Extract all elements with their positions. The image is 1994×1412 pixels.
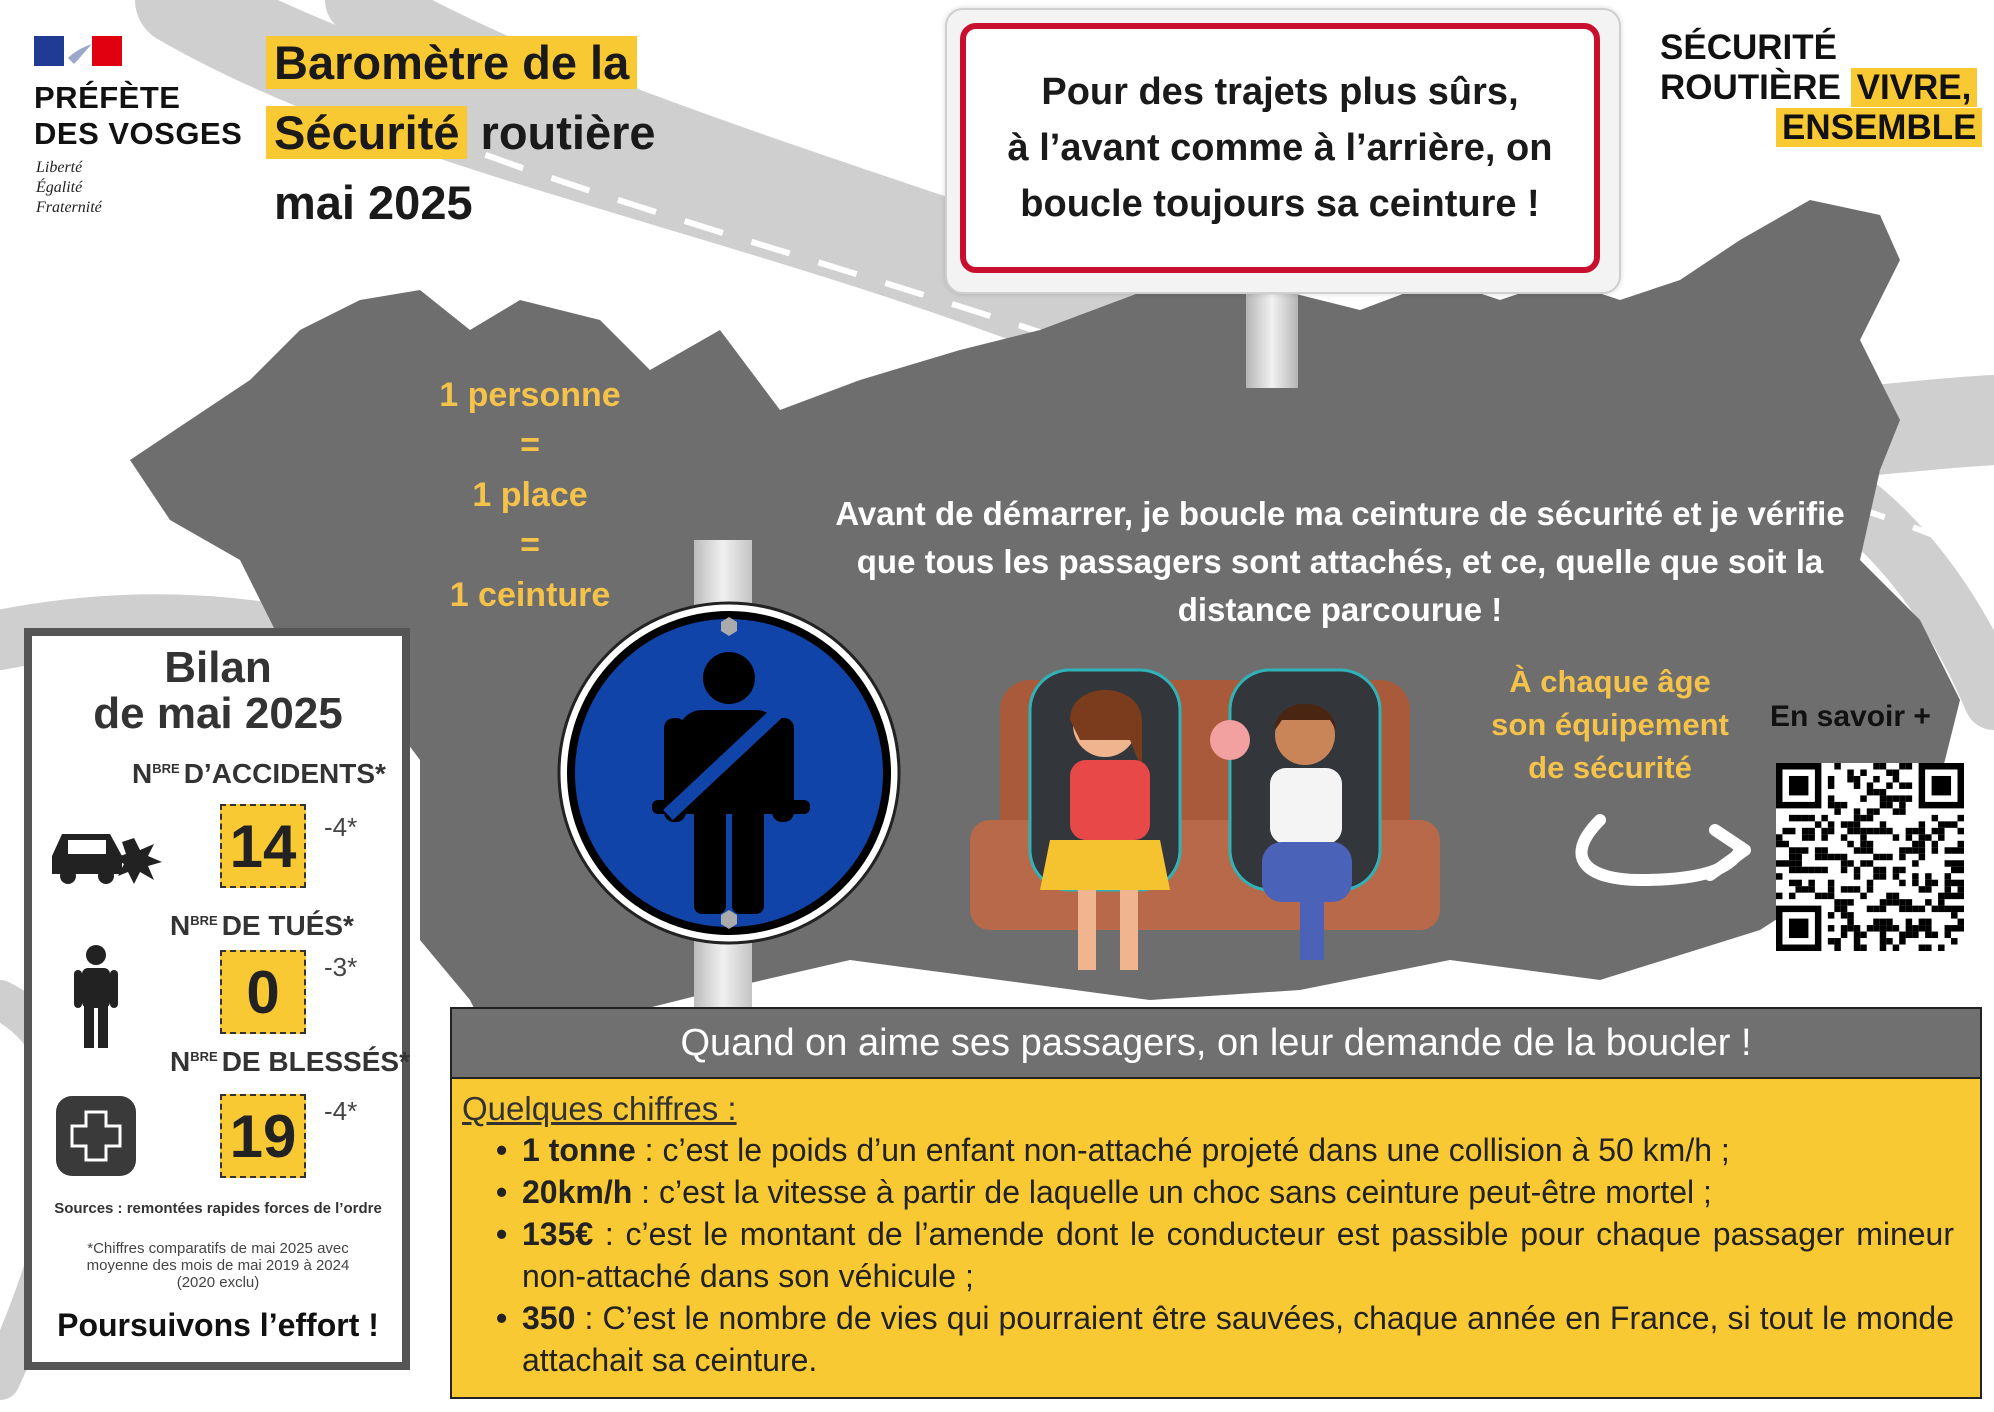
age-equipment-text: À chaque âge son équipement de sécurité [1491,664,1729,785]
accidents-delta: -4* [324,812,358,842]
road-sign: Pour des trajets plus sûrs, à l’avant comme à l’arrière, on boucle toujours sa ceinture ! [960,23,1600,273]
stats-title: Bilan de mai 2025 [93,643,343,738]
page-title: Baromètre de la Sécurité routière mai 2025 [266,28,656,238]
prefecture-name: PRÉFÈTE DES VOSGES [34,80,243,151]
list-item: • 135€ : c’est le montant de l’amende dont le conducteur est passible pour chaque passager mineur non-attaché dans son véhicule ; [522,1213,1954,1297]
list-item: • 350 : C’est le nombre de vies qui pourraient être sauvées, chaque année en France, si tout le monde attachait sa ceinture. [522,1297,1954,1381]
accidents-label: $N^{BRE}$ D’ACCIDENTS* [132,758,386,789]
qr-code[interactable] [1776,763,1964,951]
key-figures-title: Quelques chiffres : [462,1090,737,1127]
injured-label: $N^{BRE}$ DE BLESSÉS* [170,1046,410,1077]
equation-text: 1 personne = 1 place = 1 ceinture [439,376,621,614]
marianne-flag-logo [34,36,122,66]
children-car-seats-illustration [970,650,1440,1000]
sign-pole-top [1246,288,1298,388]
learn-more-label: En savoir + [1770,700,1931,733]
deaths-count: 0 [220,950,306,1034]
comparison-footnote: *Chiffres comparatifs de mai 2025 avec moyenne des mois de mai 2019 à 2024 (2020 exclu) [86,1240,350,1291]
injured-count: 19 [220,1094,306,1178]
list-item: • 1 tonne : c’est le poids d’un enfant non-attaché projeté dans une collision à 50 km/h ; [522,1129,1954,1171]
seatbelt-sign [556,600,902,946]
deaths-label: $N^{BRE}$ DE TUÉS* [170,910,354,941]
passengers-banner: Quand on aime ses passagers, on leur demande de la boucler ! [450,1007,1982,1079]
accidents-count: 14 [220,804,306,888]
key-figures-list [462,1129,1954,1381]
key-figures-box [450,1079,1982,1399]
car-crash-icon [48,820,164,884]
republic-motto: Liberté Égalité Fraternité [36,159,102,216]
list-item: • 20km/h : c’est la vitesse à partir de laquelle un choc sans ceinture peut-être mortel ; [522,1171,1954,1213]
sources-note: Sources : remontées rapides forces de l’ordre [54,1200,382,1217]
deaths-delta: -3* [324,952,358,982]
medical-cross-icon [56,1096,136,1176]
advice-text: Avant de démarrer, je boucle ma ceinture de sécurité et je vérifie que tous les passagers sont attachés, et ce, quelle que soit la distance parcourue ! [835,495,1845,628]
effort-slogan: Poursuivons l’effort ! [57,1307,379,1343]
injured-delta: -4* [324,1096,358,1126]
person-icon [74,944,118,1048]
securite-routiere-logo: SÉCURITÉ ROUTIÈRE VIVRE, ENSEMBLE [1660,28,1982,148]
